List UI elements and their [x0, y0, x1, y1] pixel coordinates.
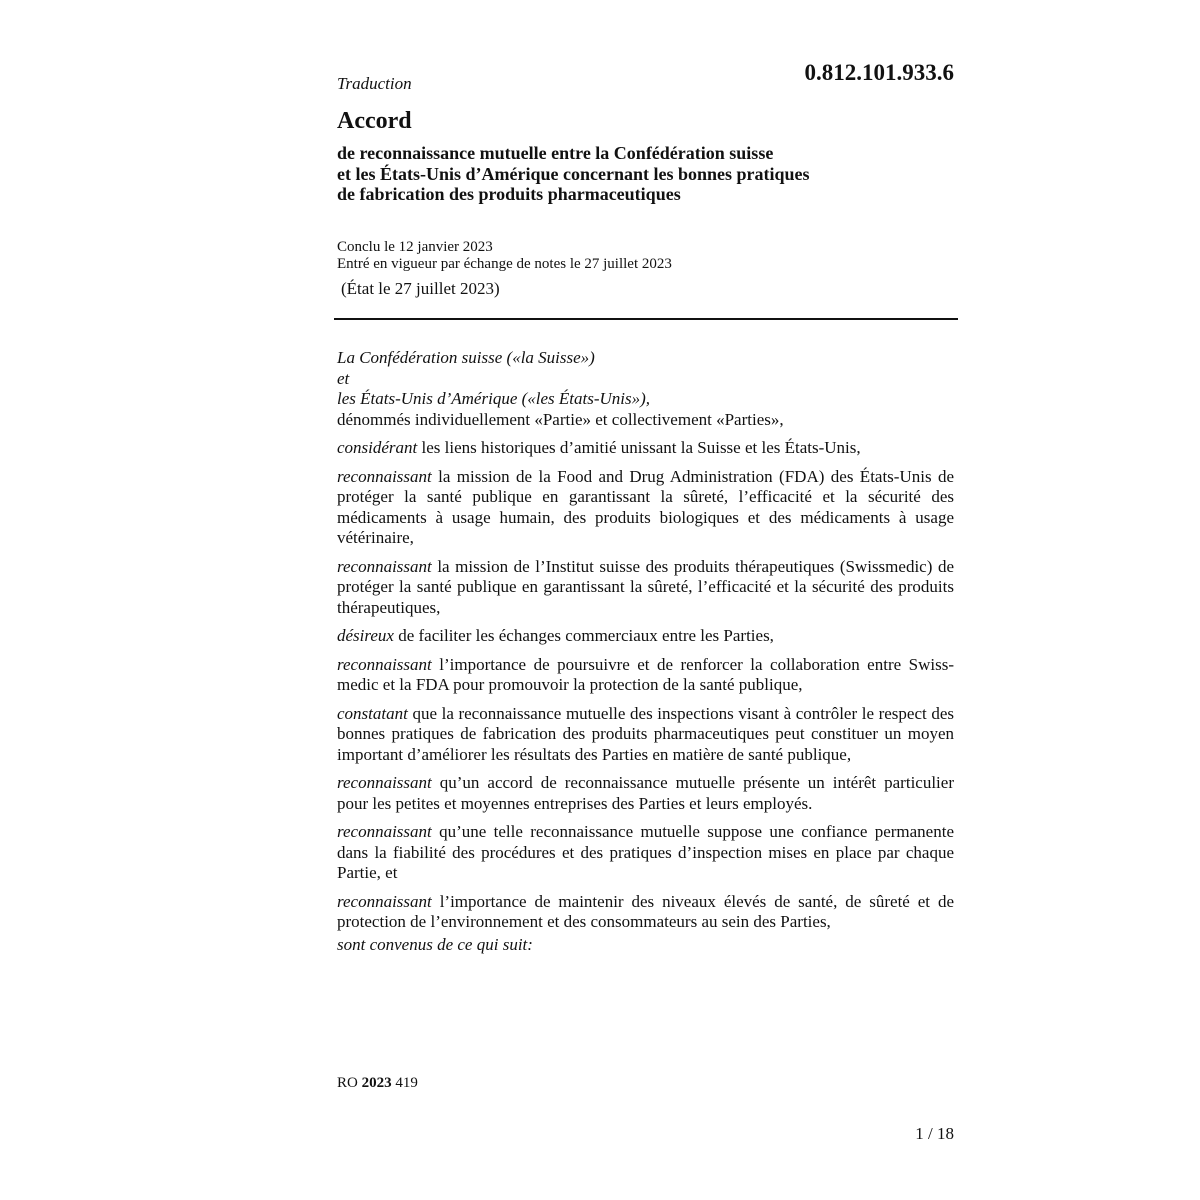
concluded-date: Conclu le 12 janvier 2023 [337, 239, 493, 255]
header-divider [334, 318, 958, 320]
recital-text: qu’un accord de reconnaissance mutuelle présente un intérêt particulier pour les petites et moyennes entreprises des Parties et leurs employés. [337, 773, 954, 813]
recital-keyword: reconnaissant [337, 654, 432, 674]
recital-keyword: considérant [337, 438, 418, 457]
recital [337, 773, 954, 814]
parties-naming: dénommés individuellement «Partie» et collectivement «Parties», [337, 409, 784, 429]
party-switzerland: La Confédération suisse («la Suisse») [337, 348, 595, 367]
translation-label: Traduction [337, 74, 412, 93]
ro-prefix: RO [337, 1075, 358, 1091]
preamble-and: et [337, 368, 350, 388]
in-force-date: Entré en vigueur par échange de notes le 27 juillet 2023 [337, 256, 672, 272]
recital [337, 822, 954, 884]
recital-text: de faciliter les échanges commerciaux entre les Parties, [393, 626, 774, 645]
recital-keyword: reconnaissant [337, 891, 432, 911]
recital-keyword: constatant [337, 703, 408, 723]
sr-number: 0.812.101.933.6 [804, 60, 954, 85]
page-number: 1 / 18 [915, 1124, 954, 1143]
recital-text: l’importance de poursuivre et de renforcer la collaboration entre Swissmedic et la FDA pour promouvoir la protection de la santé publique, [337, 654, 954, 694]
state-date: (État le 27 juillet 2023) [341, 279, 500, 298]
ro-page: 419 [395, 1075, 418, 1091]
recital-text: que la reconnaissance mutuelle des inspections visant à contrôler le respect des bonnes pratiques de fabrication des produits pharmaceutiques peut constituer un moyen important d’améliorer les résultats des Parties en matière de santé publique, [337, 703, 954, 764]
recital [337, 438, 954, 459]
document-body [337, 348, 954, 963]
recital-text: la mission de la Food and Drug Administration (FDA) des États-Unis de protéger la santé publique en garantissant la sûreté, l’efficacité et la sécurité des médicaments à usage humain, des produits biologiques et des médicaments à usage vétérinaire, [337, 466, 954, 547]
recital-keyword: désireux [337, 626, 394, 645]
closing-formula: sont convenus de ce qui suit: [337, 934, 533, 954]
recital-keyword: reconnaissant [337, 822, 432, 841]
subtitle-line: et les États-Unis d’Amérique concernant les bonnes pratiques [337, 163, 810, 184]
recital [337, 626, 954, 647]
ro-year: 2023 [361, 1075, 392, 1091]
recital [337, 467, 954, 549]
recital-keyword: reconnaissant [337, 466, 432, 486]
party-usa: les États-Unis d’Amérique («les États-Unis»), [337, 389, 651, 408]
document-subtitle [337, 143, 897, 205]
subtitle-line: de reconnaissance mutuelle entre la Confédération suisse [337, 143, 774, 163]
recital-text: la mission de l’Institut suisse des produits thérapeutiques (Swissmedic) de protéger la santé publique en garantissant la sûreté, l’efficacité et la sécurité des produits thérapeutiques, [337, 556, 954, 617]
document-title: Accord [337, 108, 412, 134]
preamble [337, 348, 954, 430]
recital [337, 704, 954, 766]
recital-keyword: reconnaissant [337, 556, 432, 576]
recital-text: qu’une telle reconnaissance mutuelle suppose une confiance permanente dans la fiabilité des procédures et des pratiques d’inspection mises en place par chaque Partie, et [337, 822, 954, 882]
official-compilation-reference [337, 1075, 418, 1092]
recital [337, 557, 954, 619]
dates-block [337, 239, 672, 273]
recital [337, 892, 954, 933]
recital [337, 655, 954, 696]
recital-text: l’importance de maintenir des niveaux élevés de santé, de sûreté et de protection de l’environnement et des consommateurs au sein des Parties, [337, 891, 954, 931]
recital-keyword: reconnaissant [337, 773, 432, 792]
subtitle-line: de fabrication des produits pharmaceutiques [337, 184, 681, 204]
recital-text: les liens historiques d’amitié unissant la Suisse et les États-Unis, [417, 438, 861, 457]
